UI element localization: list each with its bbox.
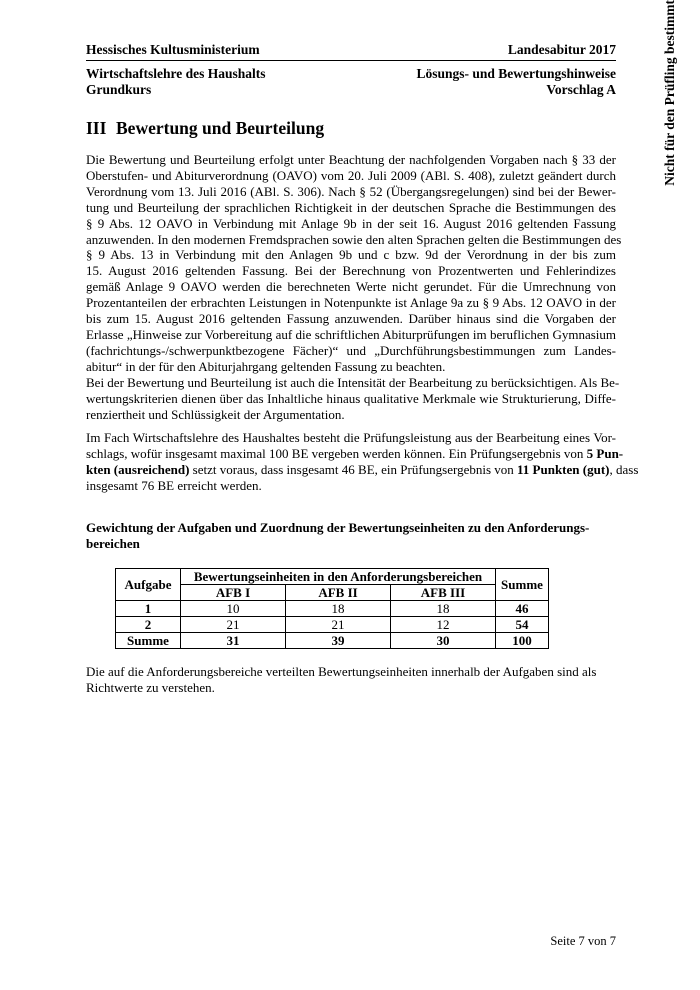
text-line: Richtwerte zu verstehen. — [86, 679, 215, 695]
total-row — [116, 633, 549, 649]
text-line: bis zum 15. August 2016 geltenden Fassung anzuwenden. Darüber hinaus sind die Vorgaben der — [86, 311, 616, 327]
value-cell: 12 — [391, 617, 496, 633]
total-cell: 39 — [286, 633, 391, 649]
text-line: Bei der Bewertung und Beurteilung ist auch die Intensität der Bearbeitung zu berücksichtigen. Als Be- — [86, 375, 620, 390]
text-line: Erlasse „Hinweise zur Vorbereitung auf die schriftlichen Abiturprüfungen im beruflichen Gymnasium — [86, 326, 616, 342]
total-cell: 30 — [391, 633, 496, 649]
subject-label: Wirtschaftslehre des Haushalts — [86, 66, 266, 81]
value-cell: 18 — [391, 601, 496, 617]
table-row — [116, 617, 549, 633]
text-line: Oberstufen- und Abiturverordnung (OAVO) vom 20. Juli 2009 (ABl. S. 408), zuletzt geändert durch — [86, 167, 616, 183]
text-segment: setzt voraus, dass insgesamt 46 BE, ein Prüfungsergebnis von — [192, 461, 514, 477]
table-row — [116, 601, 549, 617]
grade-11-points: 11 Punkten (gut) — [517, 461, 610, 477]
text-line: abitur“ in der für den Abiturjahrgang geltenden Fassung zu beachten. — [86, 358, 446, 374]
text-line: wertungskriterien dienen über das Inhaltliche hinaus qualitative Merkmale wie Strukturierung, Diffe- — [86, 390, 616, 406]
header-row-3 — [86, 82, 616, 98]
col-afb-3: AFB III — [391, 585, 496, 601]
total-cell: 31 — [181, 633, 286, 649]
text-line: tung und Beurteilung der sprachlichen Richtigkeit in der deutschen Sprache die Bestimmungen des — [86, 199, 616, 215]
text-line: Die auf die Anforderungsbereiche verteilten Bewertungseinheiten innerhalb der Aufgaben sind als — [86, 664, 597, 679]
sum-cell: 46 — [496, 601, 549, 617]
col-sum: Summe — [496, 569, 549, 601]
section-number: III — [86, 118, 107, 138]
paragraph-note — [86, 664, 616, 696]
weighting-table — [115, 568, 549, 649]
text-line: Im Fach Wirtschaftslehre des Haushaltes besteht die Prüfungsleistung aus der Bearbeitung eines Vor- — [86, 430, 616, 445]
text-line: § 9 Abs. 12 OAVO in Verbindung mit Anlage 9b in der seit 16. August 2016 geltenden Fassung — [86, 215, 616, 231]
doc-type-label: Lösungs- und Bewertungshinweise — [416, 66, 616, 81]
task-cell: 2 — [116, 617, 181, 633]
header-rule — [86, 60, 616, 61]
page-number: Seite 7 von 7 — [550, 934, 616, 948]
text-segment: schlags, wofür insgesamt maximal 100 BE vergeben werden können. Ein Prüfungsergebnis von — [86, 445, 584, 461]
table-heading: Gewichtung der Aufgaben und Zuordnung der Bewertungseinheiten zu den Anforderungs-bereichen — [86, 520, 590, 551]
text-line: renziertheit und Schlüssigkeit der Argumentation. — [86, 406, 345, 422]
side-note: Nicht für den Prüfling bestimmt — [662, 0, 677, 186]
col-afb-1: AFB I — [181, 585, 286, 601]
sum-cell: 54 — [496, 617, 549, 633]
text-line: insgesamt 76 BE erreicht werden. — [86, 477, 262, 493]
exam-label: Landesabitur 2017 — [507, 42, 616, 57]
text-line: Verordnung vom 13. Juli 2016 (ABl. S. 306). Nach § 52 (Übergangsregelungen) sind bei der Bewer- — [86, 183, 616, 199]
paragraph-rules — [86, 152, 622, 375]
col-group: Bewertungseinheiten in den Anforderungsbereichen — [181, 569, 496, 585]
value-cell: 21 — [181, 617, 286, 633]
text-line: Prozentanteilen der erbrachten Leistungen in Notenpunkte ist Anlage 9a zu § 9 Abs. 12 OAVO in der — [86, 295, 616, 311]
value-cell: 10 — [181, 601, 286, 617]
text-line — [86, 461, 639, 478]
text-segment: , dass — [609, 461, 639, 477]
value-cell: 21 — [286, 617, 391, 633]
text-line: 15. August 2016 geltenden Fassung. Bei der Berechnung von Prozentwerten und Fehlerindizes — [86, 263, 616, 279]
text-line: § 9 Abs. 13 in Verbindung mit den Anlagen 9b und c bzw. 9d der Verordnung in der bis zum — [86, 247, 616, 263]
text-line: gemäß Anlage 9 OAVO werden die berechneten Werte nicht gerundet. Für die Umrechnung von — [86, 279, 616, 295]
task-cell: 1 — [116, 601, 181, 617]
paragraph-criteria — [86, 375, 620, 423]
grade-5-points-cont: kten (ausreichend) — [86, 461, 190, 477]
text-line: (fachrichtungs-/schwerpunktbezogene Fächer)“ und „Durchführungsbestimmungen zum Landes- — [86, 342, 616, 358]
header-row-2 — [86, 66, 616, 82]
col-afb-2: AFB II — [286, 585, 391, 601]
paragraph-grading — [86, 430, 639, 494]
grand-total-cell: 100 — [496, 633, 549, 649]
value-cell: 18 — [286, 601, 391, 617]
text-line: Die Bewertung und Beurteilung erfolgt unter Beachtung der nachfolgenden Vorgaben nach § 33 der — [86, 152, 616, 167]
course-label: Grundkurs — [86, 82, 152, 97]
text-line: anzuwenden. In den modernen Fremdsprachen sowie den alten Sprachen gelten die Bestimmungen des — [86, 231, 622, 247]
grade-5-points: 5 Pun- — [586, 445, 624, 461]
text-line — [86, 445, 624, 462]
col-task: Aufgabe — [116, 569, 181, 601]
section-title: Bewertung und Beurteilung — [116, 118, 325, 138]
header-row-1 — [86, 42, 616, 58]
proposal-label: Vorschlag A — [546, 82, 616, 97]
total-label: Summe — [116, 633, 181, 649]
ministry-label: Hessisches Kultusministerium — [86, 42, 260, 57]
section-heading — [86, 118, 324, 139]
